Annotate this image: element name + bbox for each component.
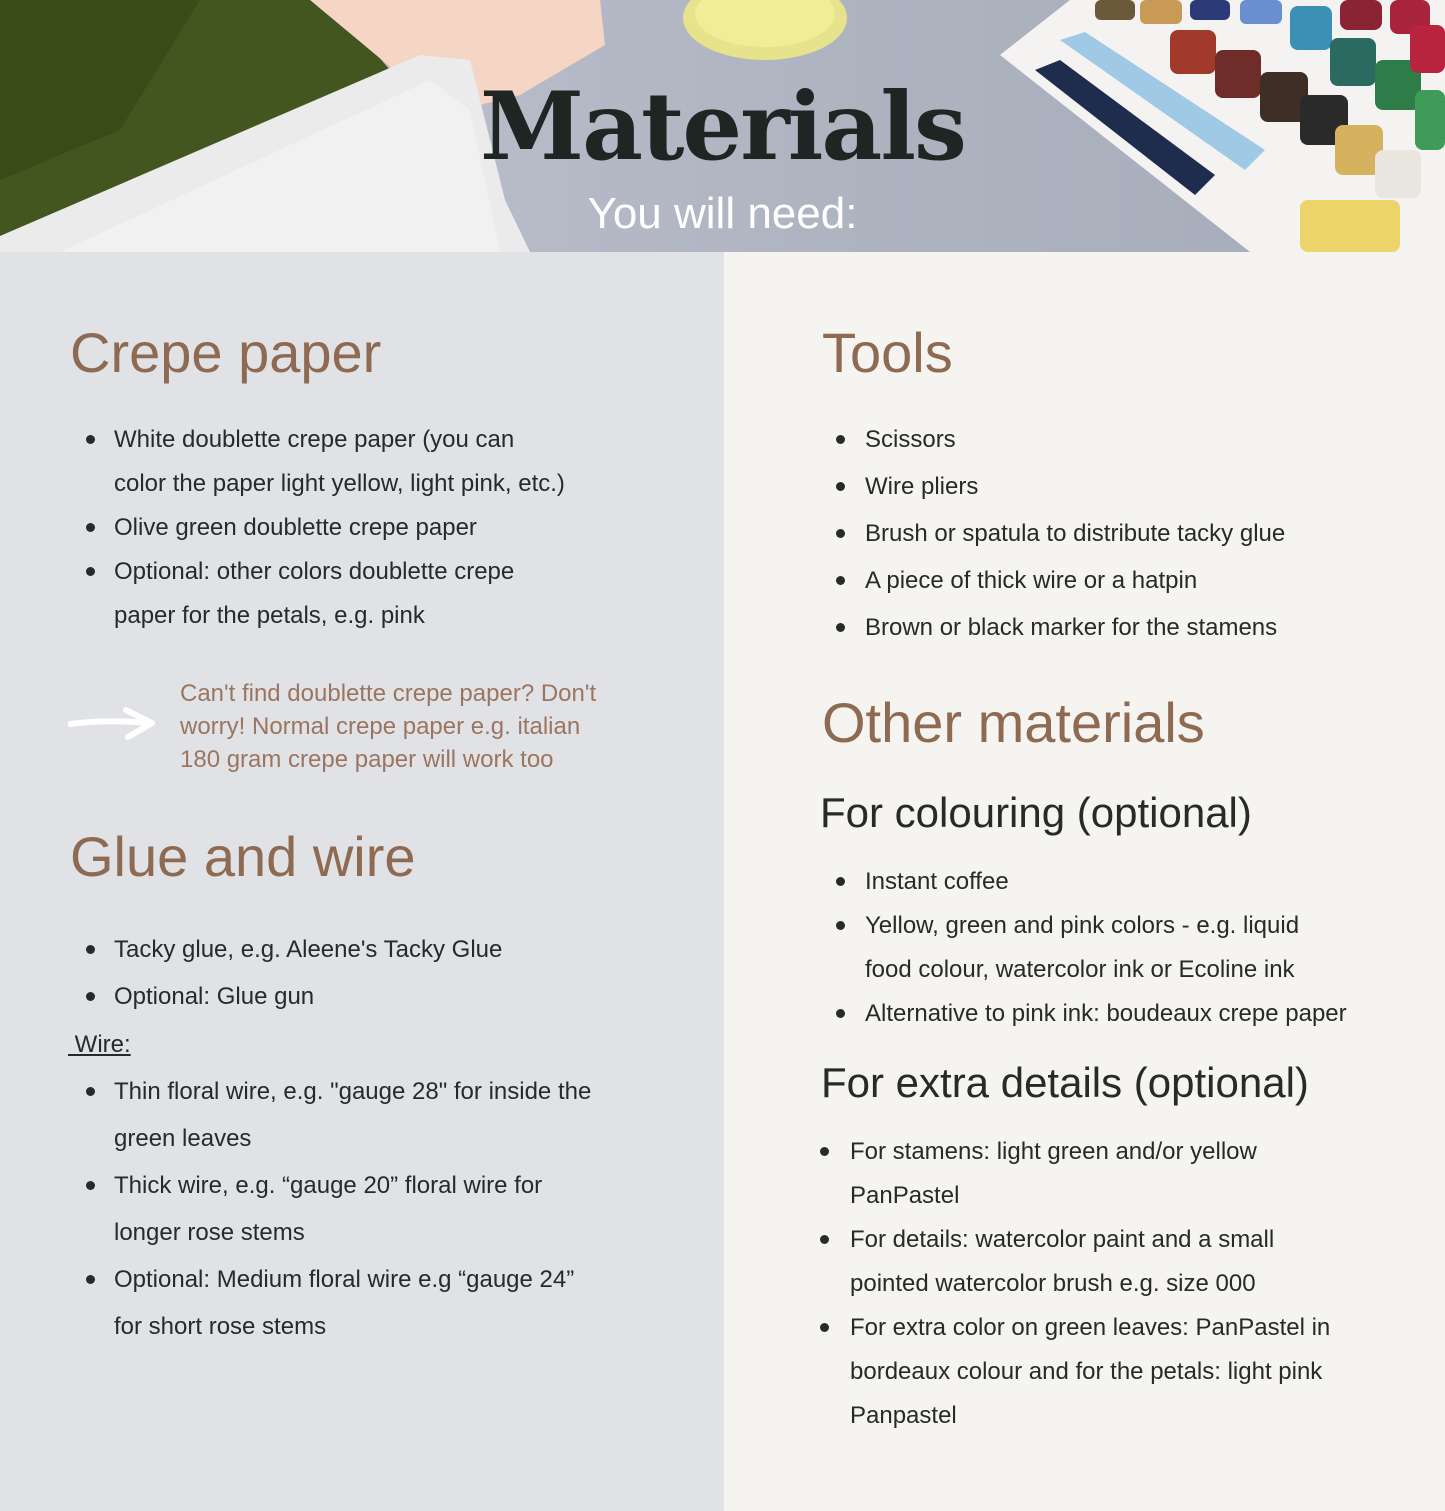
bullet	[86, 435, 95, 444]
bullet	[86, 1275, 95, 1284]
colouring-heading: For colouring (optional)	[820, 789, 1252, 836]
list-item: White doublette crepe paper (you can color the paper light yellow, light pink, etc.)	[86, 418, 686, 506]
arrow-right-icon	[68, 704, 158, 744]
tools-list	[836, 416, 1426, 651]
bullet	[86, 523, 95, 532]
bullet	[86, 1181, 95, 1190]
bullet	[86, 1087, 95, 1096]
wire-label: Wire:	[68, 1031, 131, 1058]
bullet	[836, 435, 845, 444]
list-item: Optional: other colors doublette crepe paper for the petals, e.g. pink	[86, 550, 686, 638]
list-item: Brown or black marker for the stamens	[836, 604, 1426, 651]
page-title: Materials	[480, 72, 965, 182]
list-item: Alternative to pink ink: boudeaux crepe paper	[836, 992, 1436, 1036]
list-item: Optional: Medium floral wire e.g “gauge 24” for short rose stems	[86, 1256, 686, 1350]
tools-heading: Tools	[822, 321, 953, 384]
list-item: Optional: Glue gun	[86, 973, 686, 1020]
list-item: For stamens: light green and/or yellow PanPastel	[820, 1130, 1430, 1218]
page-subtitle: You will need:	[587, 189, 858, 238]
list-item: Yellow, green and pink colors - e.g. liquid food colour, watercolor ink or Ecoline ink	[836, 904, 1436, 992]
list-item: For extra color on green leaves: PanPastel in bordeaux colour and for the petals: light pink Panpastel	[820, 1306, 1430, 1438]
bullet	[86, 992, 95, 1001]
list-item: Brush or spatula to distribute tacky glue	[836, 510, 1426, 557]
bullet	[86, 945, 95, 954]
extra-details-list	[820, 1130, 1430, 1438]
glue-list	[86, 926, 686, 1020]
glue-wire-heading: Glue and wire	[70, 825, 416, 888]
bullet	[836, 921, 845, 930]
list-item: Thick wire, e.g. “gauge 20” floral wire for longer rose stems	[86, 1162, 686, 1256]
list-item: Wire pliers	[836, 463, 1426, 510]
bullet	[836, 482, 845, 491]
extra-details-heading: For extra details (optional)	[821, 1059, 1309, 1106]
list-item: Thin floral wire, e.g. "gauge 28" for inside the green leaves	[86, 1068, 686, 1162]
bullet	[86, 567, 95, 576]
list-item: Scissors	[836, 416, 1426, 463]
bullet	[836, 576, 845, 585]
bullet	[836, 529, 845, 538]
bullet	[820, 1235, 829, 1244]
bullet	[820, 1323, 829, 1332]
colouring-list	[836, 860, 1436, 1036]
other-materials-heading: Other materials	[822, 691, 1205, 754]
bullet	[836, 877, 845, 886]
list-item: A piece of thick wire or a hatpin	[836, 557, 1426, 604]
list-item: For details: watercolor paint and a small pointed watercolor brush e.g. size 000	[820, 1218, 1430, 1306]
crepe-paper-heading: Crepe paper	[70, 321, 382, 384]
bullet	[836, 623, 845, 632]
bullet	[820, 1147, 829, 1156]
tip-note: Can't find doublette crepe paper? Don't worry! Normal crepe paper e.g. italian 180 gram crepe paper will work too	[180, 680, 597, 773]
list-item: Tacky glue, e.g. Aleene's Tacky Glue	[86, 926, 686, 973]
list-item: Olive green doublette crepe paper	[86, 506, 686, 550]
bullet	[836, 1009, 845, 1018]
crepe-paper-list	[86, 418, 686, 638]
right-column	[724, 252, 1445, 1511]
header-banner	[0, 0, 1445, 252]
list-item: Instant coffee	[836, 860, 1436, 904]
left-column	[0, 252, 724, 1511]
wire-list	[86, 1068, 686, 1350]
